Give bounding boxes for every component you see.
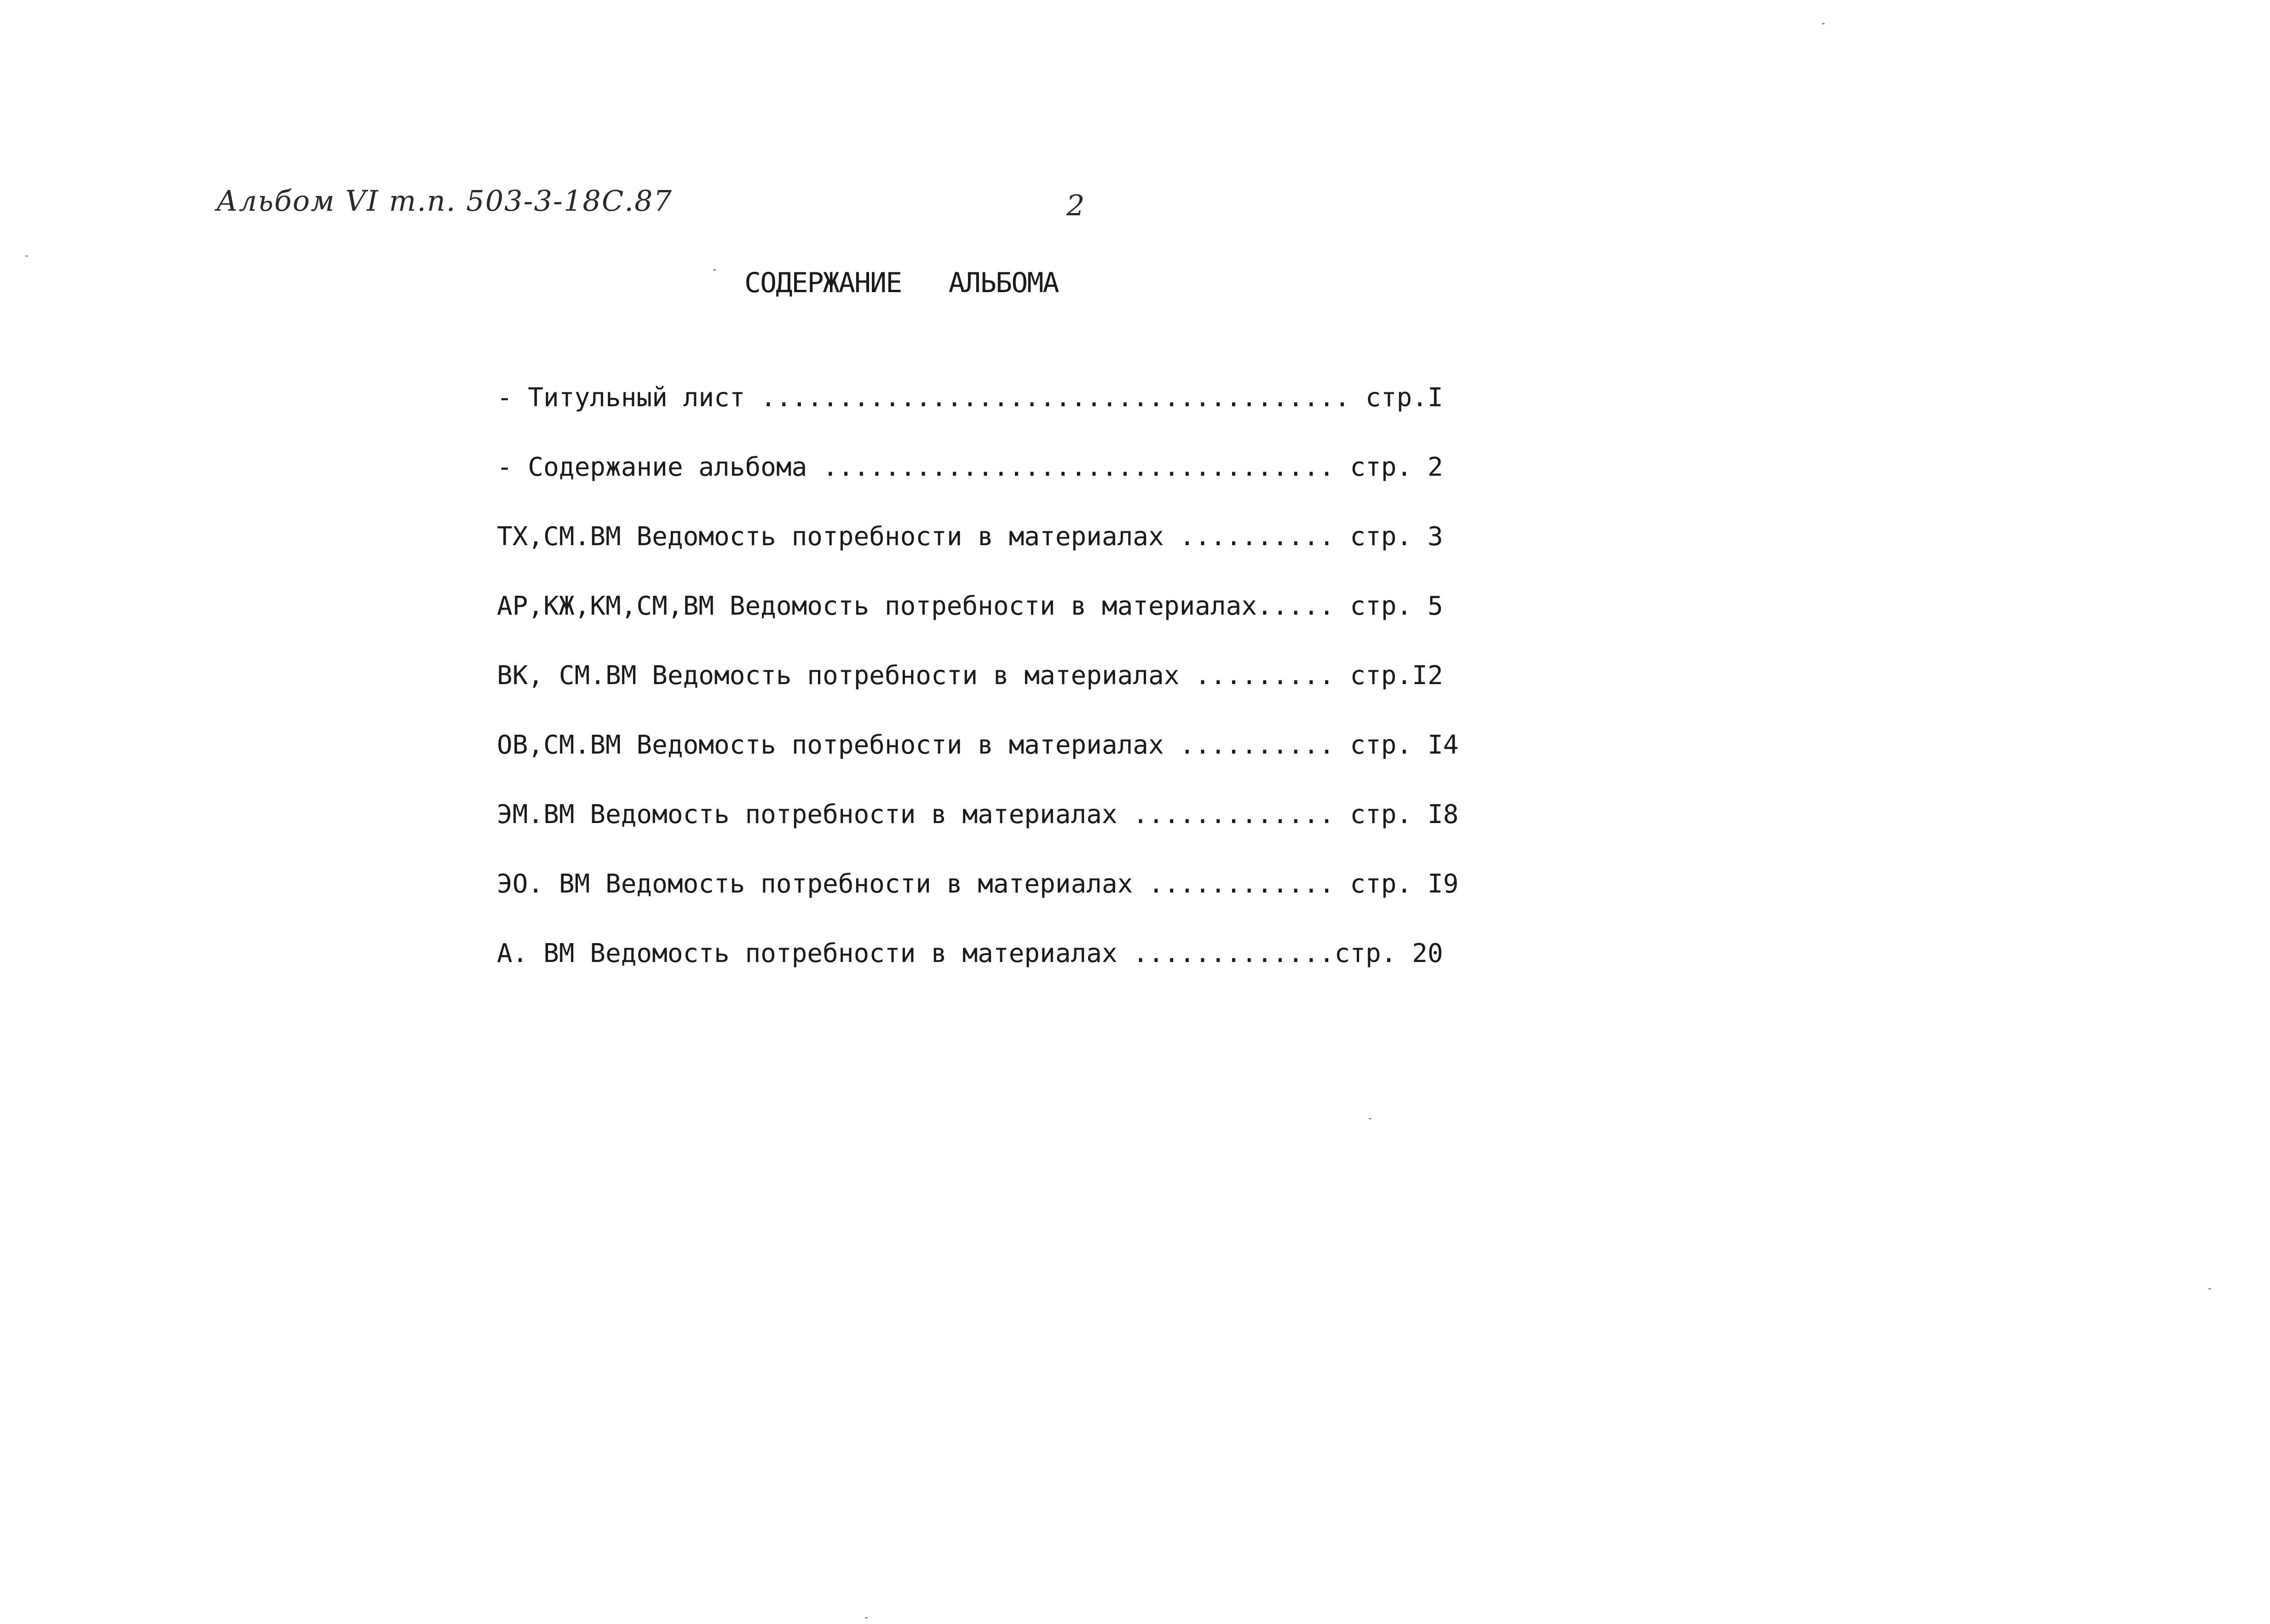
scan-speck <box>1822 23 1825 24</box>
scan-speck <box>1369 1118 1371 1119</box>
page-title: СОДЕРЖАНИЕ АЛЬБОМА <box>744 267 1059 299</box>
toc-entry-ov: ОВ,СМ.ВМ Ведомость потребности в материалах .......... стр. I4 <box>497 730 1459 760</box>
toc-entry-album-contents: - Содержание альбома ................................. стр. 2 <box>497 452 1443 482</box>
handwritten-album-note: Альбом VI т.п. 503-3-18С.87 <box>216 184 673 218</box>
table-of-contents <box>497 382 1459 1007</box>
toc-entry-eo: ЭО. ВМ Ведомость потребности в материалах ............ стр. I9 <box>497 869 1459 899</box>
page-number: 2 <box>1066 189 1085 222</box>
scan-speck <box>865 1617 868 1618</box>
toc-entry-tx: ТХ,СМ.ВМ Ведомость потребности в материалах .......... стр. 3 <box>497 522 1443 552</box>
toc-entry-a: А. ВМ Ведомость потребности в материалах .............стр. 20 <box>497 939 1443 968</box>
toc-entry-vk: ВК, СМ.ВМ Ведомость потребности в материалах ......... стр.I2 <box>497 661 1443 691</box>
toc-entry-ar: АР,КЖ,КМ,СМ,ВМ Ведомость потребности в материалах..... стр. 5 <box>497 591 1443 621</box>
toc-entry-em: ЭМ.ВМ Ведомость потребности в материалах ............. стр. I8 <box>497 800 1459 829</box>
scan-speck <box>713 269 716 271</box>
scan-speck <box>2208 1288 2211 1290</box>
toc-entry-title-sheet: - Титульный лист ...................................... стр.I <box>497 383 1443 413</box>
scan-speck <box>25 255 28 257</box>
